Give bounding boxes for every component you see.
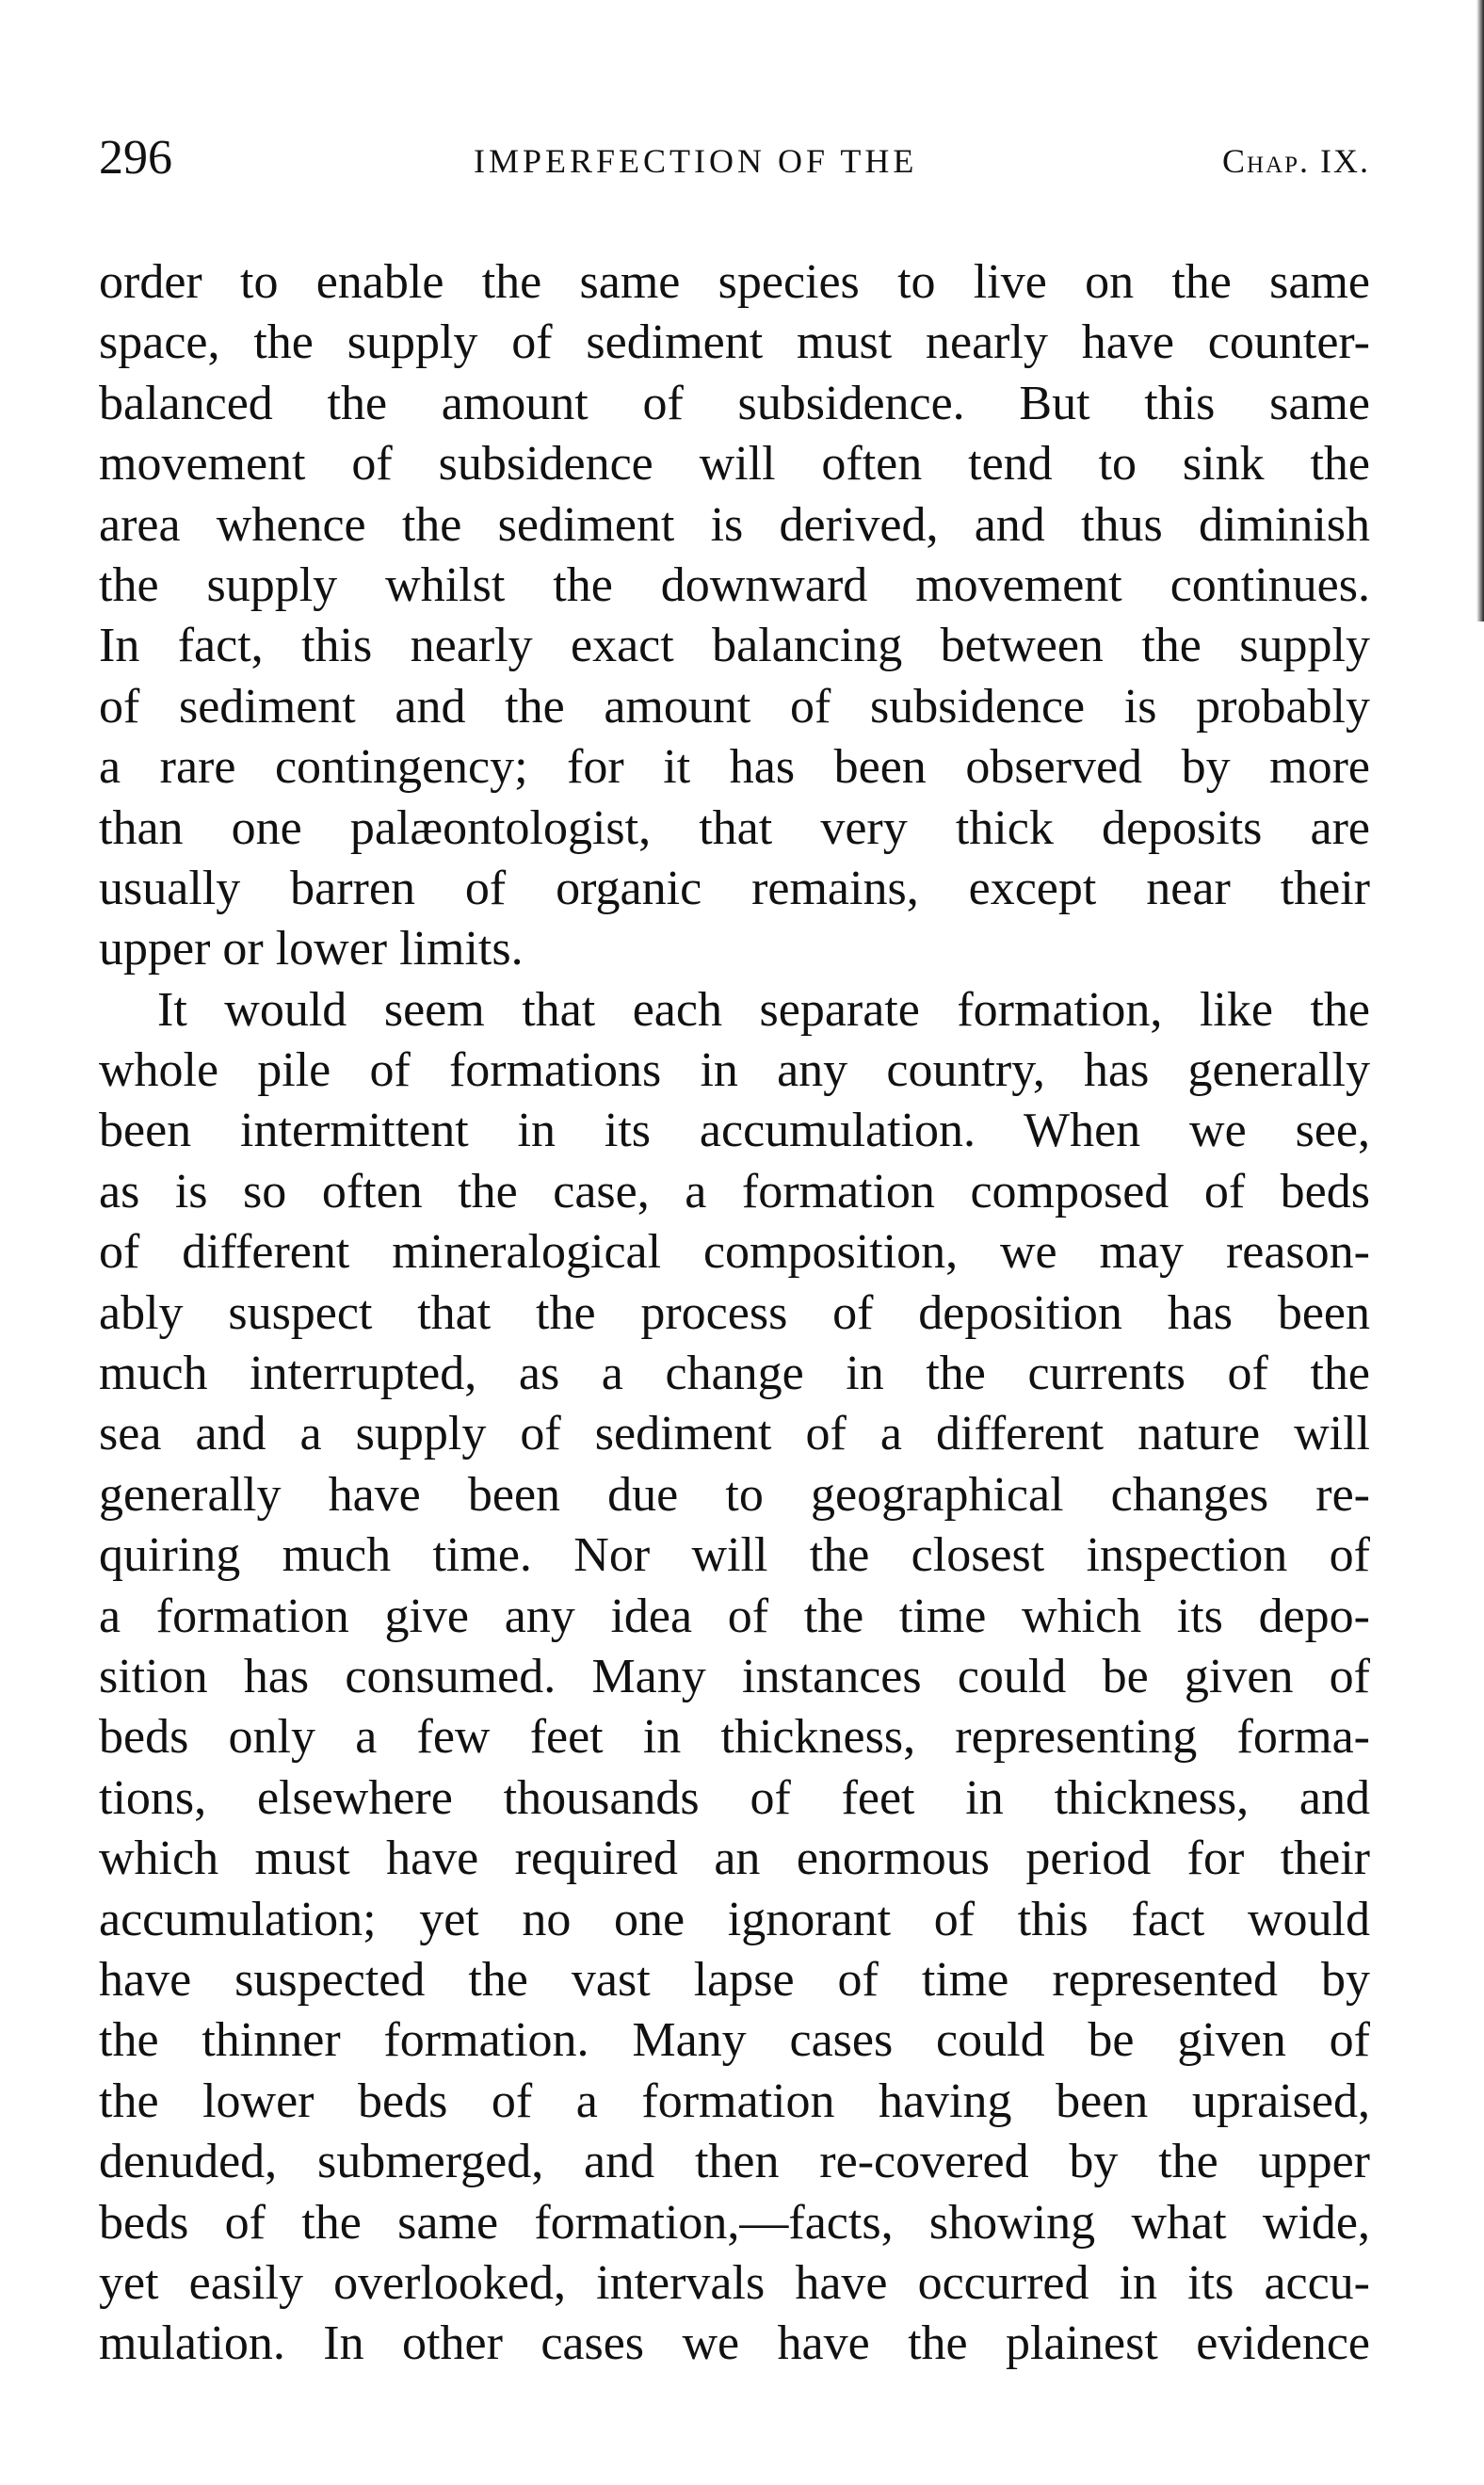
- body-text: [99, 252, 1370, 2375]
- running-title: IMPERFECTION OF THE: [474, 142, 918, 180]
- text-line: the supply whilst the downward movement continues.: [99, 557, 1370, 612]
- text-line: have suspected the vast lapse of time represented by: [99, 1952, 1370, 2007]
- text-line: beds only a few feet in thickness, representing forma-: [99, 1710, 1370, 1765]
- text-line: upper or lower limits.: [99, 922, 524, 976]
- text-line: quiring much time. Nor will the closest inspection of: [99, 1528, 1370, 1583]
- text-line: It would seem that each separate formation, like the: [157, 982, 1370, 1037]
- text-line: been intermittent in its accumulation. When we see,: [99, 1104, 1370, 1158]
- text-line: than one palæontologist, that very thick deposits are: [99, 800, 1370, 855]
- text-line: beds of the same formation,—facts, showing what wide,: [99, 2195, 1370, 2250]
- page-edge-shadow: [1476, 0, 1484, 621]
- text-line: whole pile of formations in any country, has generally: [99, 1043, 1370, 1098]
- text-line: as is so often the case, a formation composed of beds: [99, 1164, 1370, 1218]
- text-line: generally have been due to geographical changes re-: [99, 1467, 1370, 1522]
- text-line: mulation. In other cases we have the plainest evidence: [99, 2316, 1370, 2371]
- text-line: tions, elsewhere thousands of feet in thickness, and: [99, 1770, 1370, 1825]
- chapter-label: Chap. IX.: [1221, 142, 1370, 180]
- text-line: of different mineralogical composition, we may reason-: [99, 1225, 1370, 1280]
- page-number: 296: [99, 131, 172, 185]
- text-line: the thinner formation. Many cases could be given of: [99, 2013, 1370, 2068]
- text-line: ably suspect that the process of deposition has been: [99, 1285, 1370, 1340]
- text-line: area whence the sediment is derived, and thus diminish: [99, 497, 1370, 552]
- paragraph-1: [99, 252, 1370, 980]
- text-line: In fact, this nearly exact balancing between the supply: [99, 619, 1370, 673]
- text-line: the lower beds of a formation having been upraised,: [99, 2074, 1370, 2128]
- text-line: a formation give any idea of the time which its depo-: [99, 1589, 1370, 1643]
- text-line: a rare contingency; for it has been observed by more: [99, 740, 1370, 795]
- text-line: much interrupted, as a change in the currents of the: [99, 1347, 1370, 1401]
- text-line: which must have required an enormous period for their: [99, 1831, 1370, 1886]
- text-line: space, the supply of sediment must nearly have counter-: [99, 315, 1370, 370]
- text-line: usually barren of organic remains, except near their: [99, 861, 1370, 915]
- text-line: sition has consumed. Many instances could be given of: [99, 1649, 1370, 1703]
- text-line: balanced the amount of subsidence. But this same: [99, 376, 1370, 430]
- text-line: yet easily overlooked, intervals have occurred in its accu-: [99, 2255, 1370, 2310]
- text-line: denuded, submerged, and then re-covered by the upper: [99, 2135, 1370, 2189]
- text-line: movement of subsidence will often tend to sink the: [99, 437, 1370, 492]
- running-header: [99, 130, 1370, 196]
- text-line: order to enable the same species to live on the same: [99, 255, 1370, 309]
- text-line: accumulation; yet no one ignorant of this fact would: [99, 1892, 1370, 1946]
- text-line: of sediment and the amount of subsidence is probably: [99, 679, 1370, 734]
- paragraph-2: [99, 980, 1370, 2375]
- text-line: sea and a supply of sediment of a different nature will: [99, 1407, 1370, 1461]
